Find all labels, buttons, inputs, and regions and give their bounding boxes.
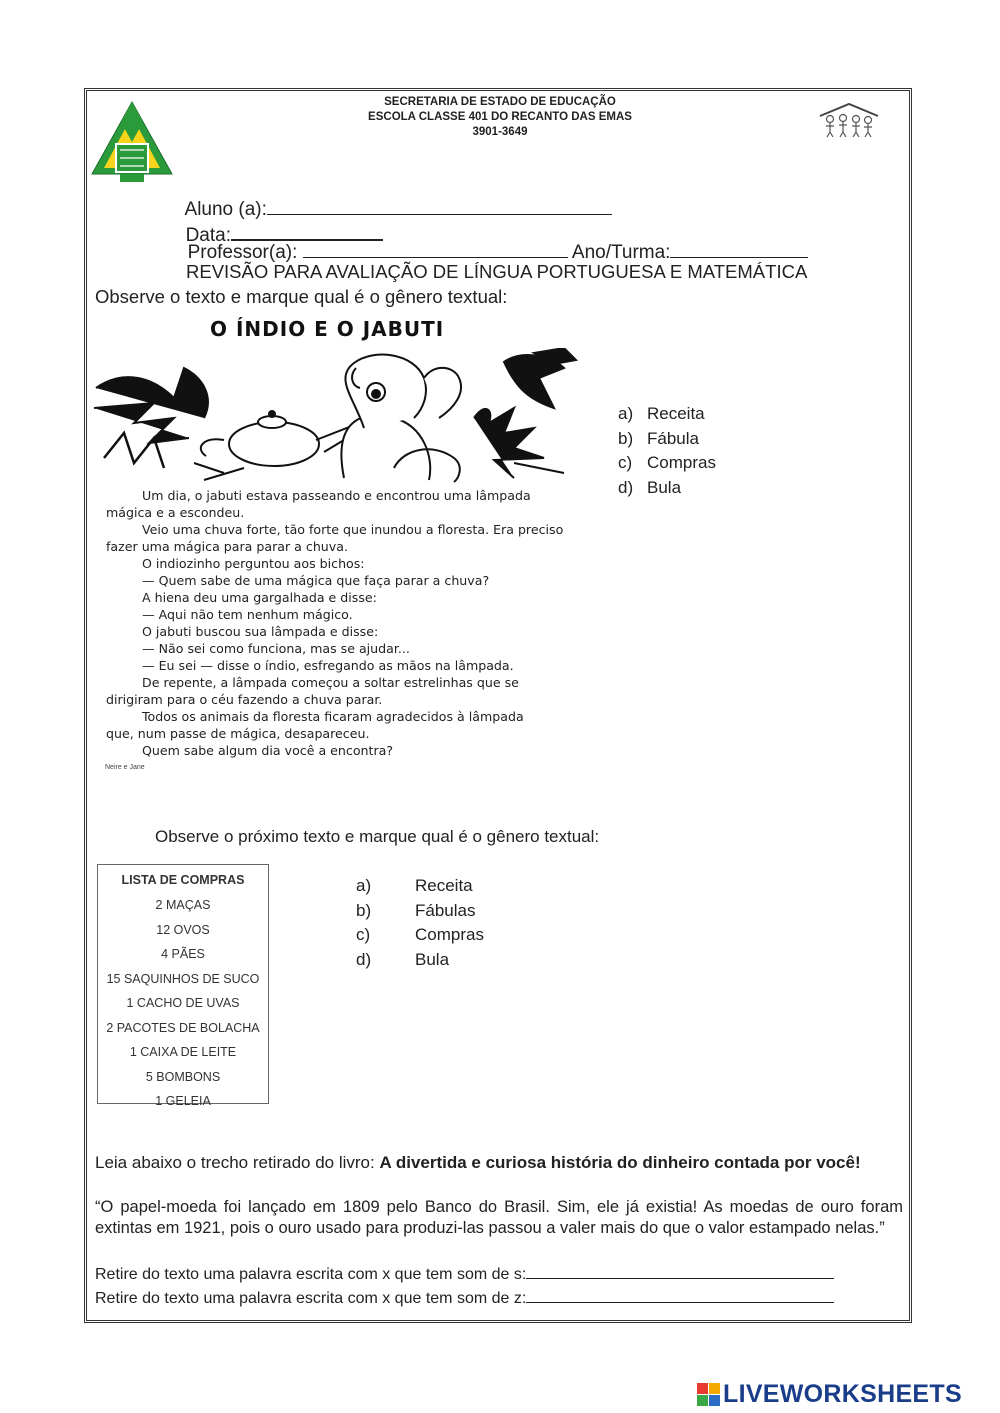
header-secretaria: SECRETARIA DE ESTADO DE EDUCAÇÃO	[384, 96, 616, 108]
q2-option-d[interactable]: d) Bula	[356, 950, 450, 970]
q1-option-d[interactable]: d) Bula	[618, 477, 682, 497]
liveworksheets-logo	[697, 1380, 962, 1409]
turma-label: Ano/Turma:	[571, 242, 671, 263]
story-text	[106, 487, 563, 759]
story-line: fazer uma mágica para parar a chuva.	[106, 539, 348, 554]
list-item: 12 OVOS	[156, 922, 210, 937]
story-line: — Quem sabe de uma mágica que faça parar a chuva?	[142, 573, 490, 588]
story-line: Um dia, o jabuti estava passeando e encontrou uma lâmpada	[142, 488, 531, 503]
q3-line-s	[95, 1264, 834, 1284]
q1-option-b[interactable]: b) Fábula	[618, 428, 699, 448]
list-item: 1 CAIXA DE LEITE	[129, 1045, 237, 1059]
brand-name: LIVEWORKSHEETS	[723, 1380, 962, 1408]
story-line: — Eu sei — disse o índio, esfregando as mãos na lâmpada.	[142, 658, 514, 673]
header-escola: ESCOLA CLASSE 401 DO RECANTO DAS EMAS	[368, 111, 632, 123]
story-line: dirigiram para o céu fazendo a chuva parar.	[106, 692, 383, 707]
q3-line-z	[95, 1288, 834, 1308]
q3-intro-text: Leia abaixo o trecho retirado do livro:	[95, 1153, 375, 1172]
aluno-field[interactable]	[267, 196, 612, 215]
q1-options	[618, 404, 716, 502]
list-item: 2 MAÇAS	[155, 898, 211, 912]
story-line: Todos os animais da floresta ficaram agradecidos à lâmpada	[142, 709, 524, 724]
q3-line-s-label: Retire do texto uma palavra escrita com x que tem som de s:	[95, 1266, 527, 1283]
turma-field[interactable]	[670, 239, 808, 258]
list-item: 1 GELEIA	[155, 1094, 211, 1108]
story-line: mágica e a escondeu.	[106, 505, 245, 520]
story-line: que, num passe de mágica, desapareceu.	[106, 726, 370, 741]
q1-prompt: Observe o texto e marque qual é o gênero textual:	[95, 286, 508, 307]
list-item: 15 SAQUINHOS DE SUCO	[106, 971, 260, 986]
story-credit: Neire e Jane	[105, 764, 145, 771]
story-line: A hiena deu uma gargalhada e disse:	[142, 590, 377, 605]
q2-prompt: Observe o próximo texto e marque qual é o gênero textual:	[155, 827, 600, 846]
shopping-list	[97, 864, 269, 1108]
q2-option-b[interactable]: b) Fábulas	[356, 900, 476, 920]
header-phone: 3901-3649	[472, 126, 528, 138]
q1-option-a[interactable]: a) Receita	[618, 404, 705, 423]
page-title: REVISÃO PARA AVALIAÇÃO DE LÍNGUA PORTUGUESA E MATEMÁTICA	[186, 261, 808, 282]
answer-s-field[interactable]	[526, 1264, 834, 1279]
q2-option-c[interactable]: c) Compras	[356, 925, 484, 945]
live-squares-icon	[697, 1383, 720, 1406]
list-item: 1 CACHO DE UVAS	[126, 996, 240, 1010]
data-label: Data:	[185, 225, 231, 246]
aluno-label: Aluno (a):	[184, 199, 267, 220]
story-title: O ÍNDIO E O JABUTI	[210, 317, 445, 341]
q3-quote: “O papel-moeda foi lançado em 1809 pelo Banco do Brasil. Sim, ele já existia! As moedas de ouro foram extintas em 1921, pois o ouro usado para produzi-las passou a valer mais do que o valor estampado nelas.”	[95, 1198, 903, 1237]
q2-option-a[interactable]: a) Receita	[356, 876, 473, 895]
list-item: 5 BOMBONS	[145, 1069, 221, 1084]
story-line: O jabuti buscou sua lâmpada e disse:	[142, 624, 379, 639]
q1-option-c[interactable]: c) Compras	[618, 453, 716, 472]
q3-intro	[95, 1153, 903, 1173]
story-line: De repente, a lâmpada começou a soltar estrelinhas que se	[142, 675, 519, 690]
story-line: O indiozinho perguntou aos bichos:	[142, 556, 365, 571]
turtle-lamp-illustration	[94, 348, 578, 484]
list-item: 2 PACOTES DE BOLACHA	[106, 1020, 260, 1035]
answer-z-field[interactable]	[526, 1288, 834, 1303]
story-line: — Aqui não tem nenhum mágico.	[142, 607, 353, 622]
professor-label: Professor(a):	[187, 242, 298, 263]
list-title: LISTA DE COMPRAS	[121, 873, 245, 887]
story-line: — Não sei como funciona, mas se ajudar...	[142, 641, 410, 656]
q3-line-z-label: Retire do texto uma palavra escrita com x que tem som de z:	[95, 1290, 527, 1307]
story-line: Quem sabe algum dia você a encontra?	[142, 743, 394, 758]
story-line: Veio uma chuva forte, tão forte que inundou a floresta. Era preciso	[142, 522, 564, 537]
professor-field[interactable]	[303, 239, 568, 258]
list-item: 4 PÃES	[161, 947, 205, 961]
book-title: A divertida e curiosa história do dinheiro contada por você!	[379, 1153, 861, 1172]
q2-options	[356, 876, 484, 975]
